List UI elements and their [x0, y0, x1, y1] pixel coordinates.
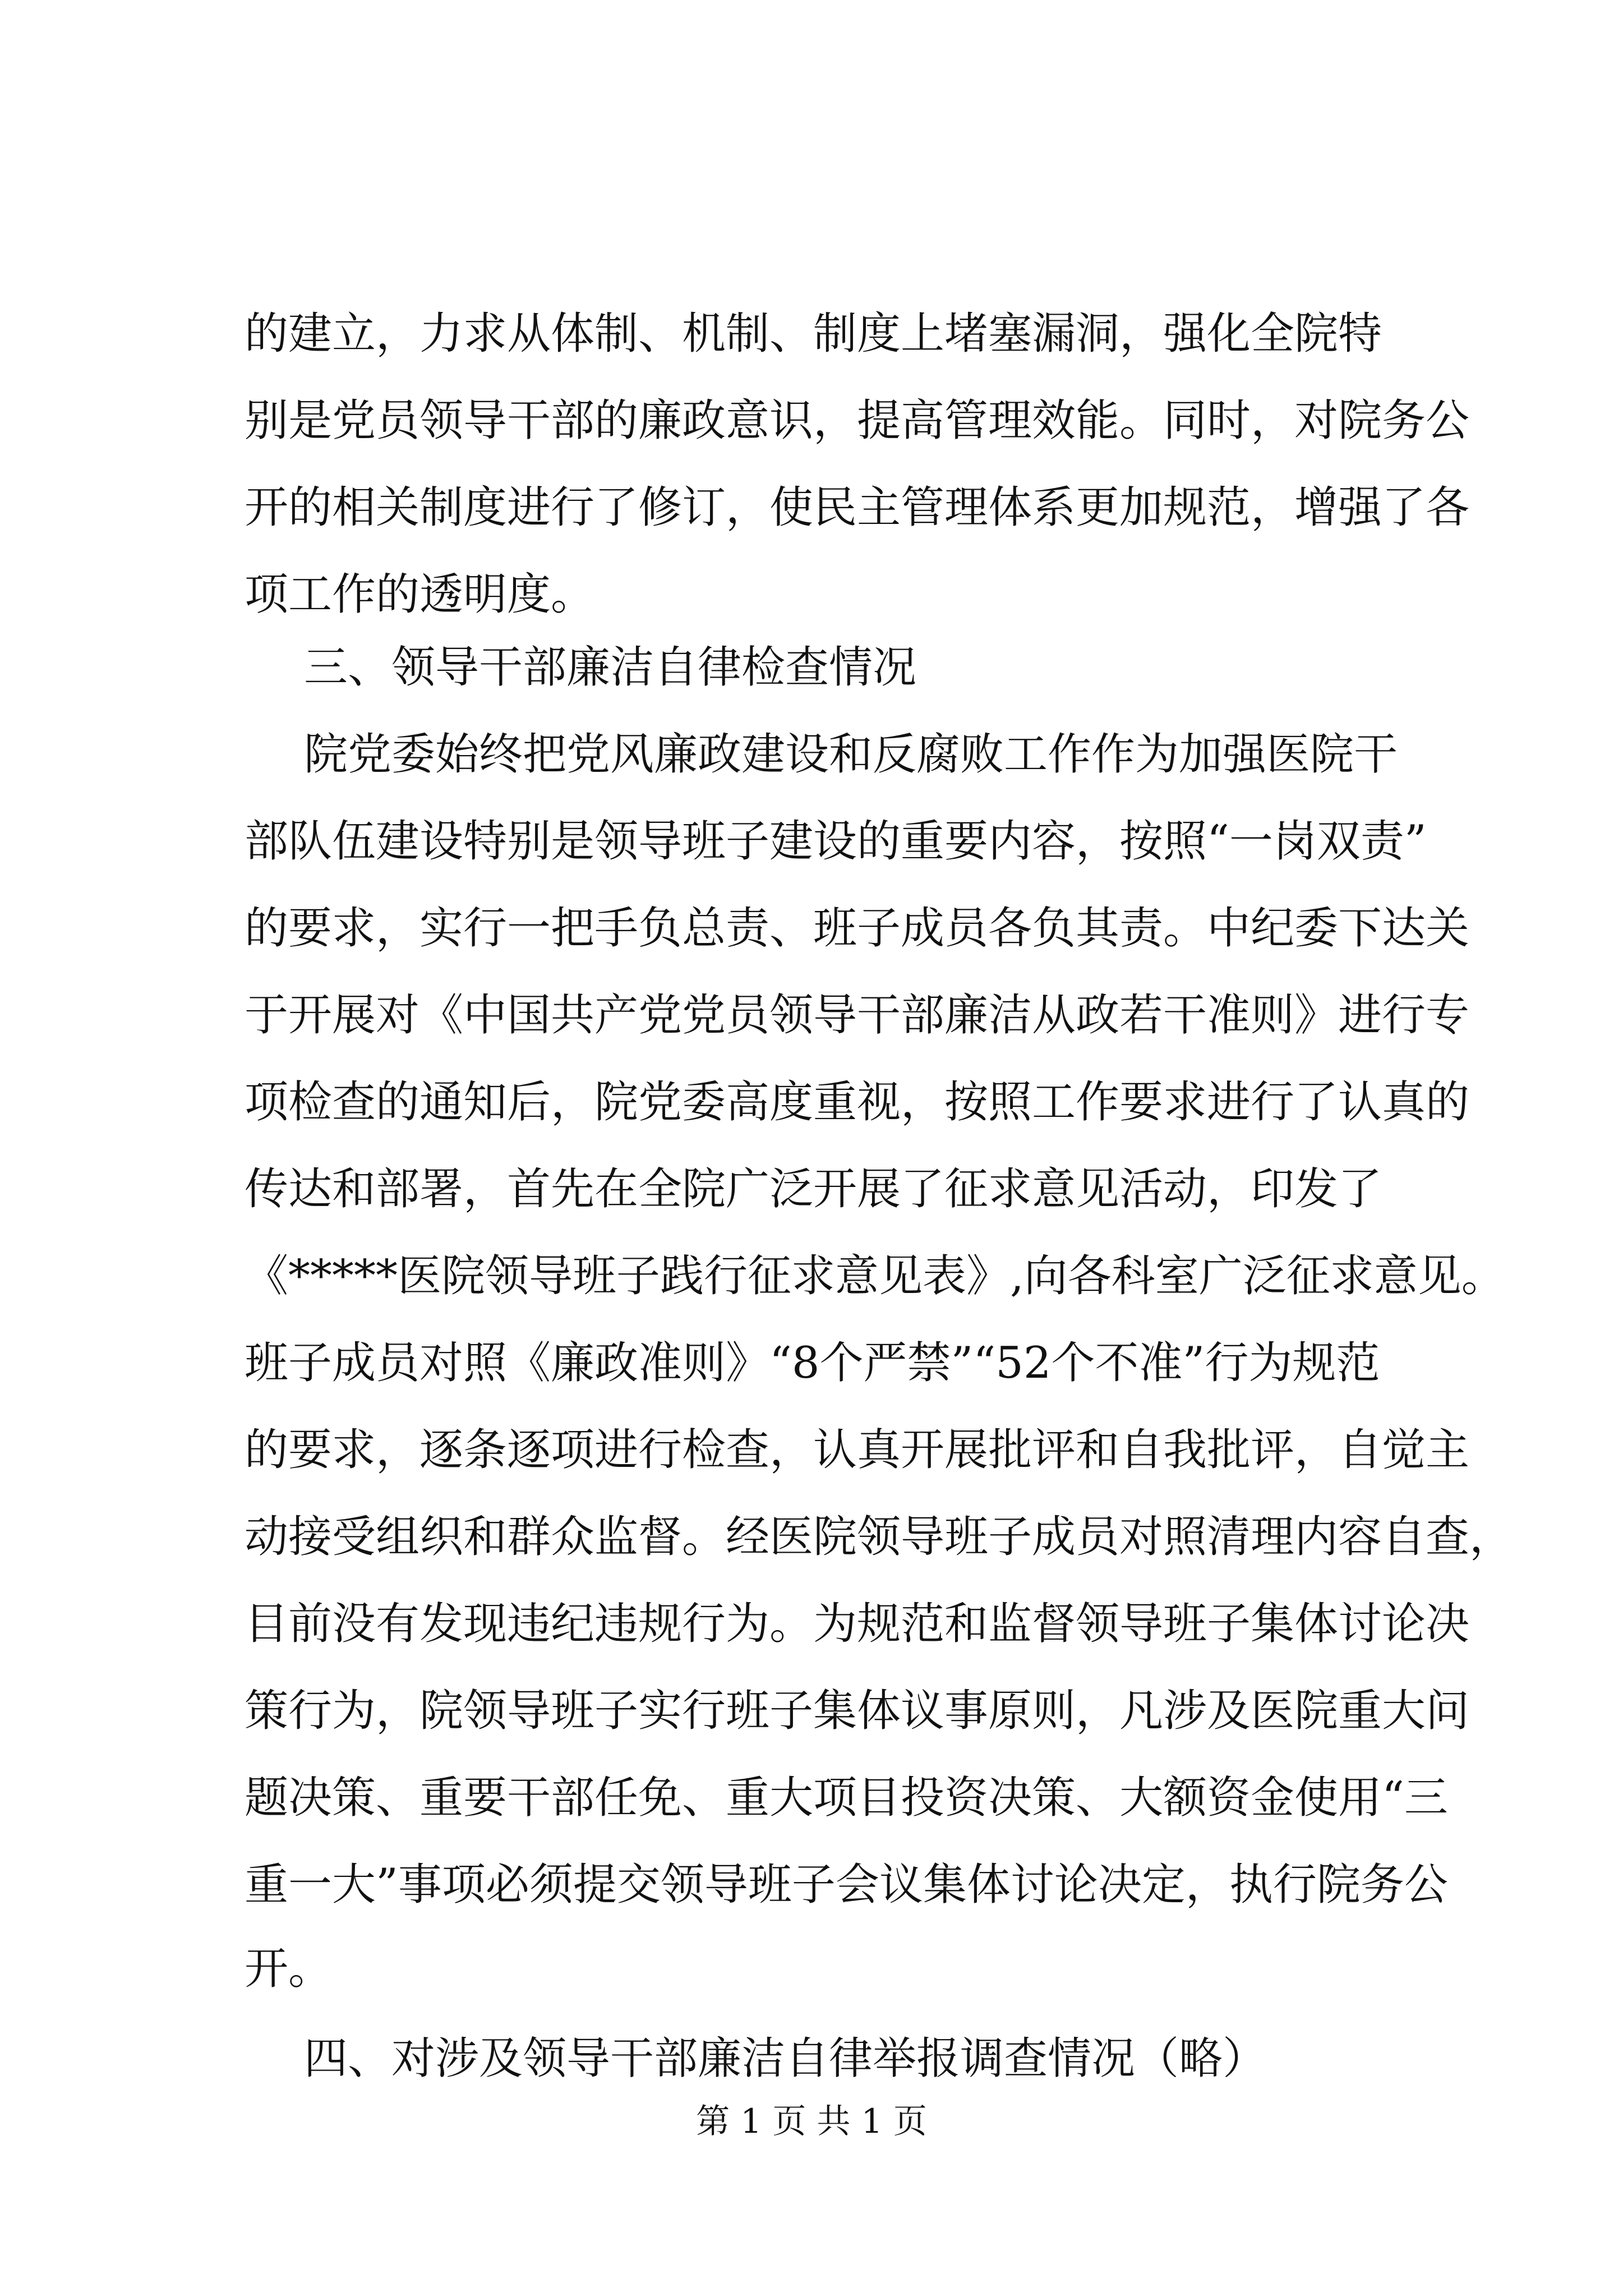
page-footer: 第 1 页 共 1 页: [696, 2102, 927, 2141]
document-page: 的建立，力求从体制、机制、制度上堵塞漏洞，强化全院特 别是党员领导干部的廉政意识，提高管理效能。同时，对院务公 开的相关制度进行了修订，使民主管理体系更加规范，增强了各 项工作的透明度。 三、领导干部廉洁自律检查情况 院党委始终把党风廉政建设和反腐败工作作为加强医院干 部队伍建设特别是领导班子建设的重要内容，按照“一岗双责” 的要求，实行一把手负总责、班子成员各负其责。中纪委下达关 于开展对《中国共产党党员领导干部廉洁从政若干准则》进行专 项检查的通知后，院党委高度重视，按照工作要求进行了认真的 传达和部署，首先在全院广泛开展了征求意见活动，印发了 《*****医院领导班子践行征求意见表》,向各科室广泛征求意见。 班子成员对照《廉政准则》“8个严禁”“52个不准”行为规范 的要求，逐条逐项进行检查，认真开展批评和自我批评，自觉主 动接受组织和群众监督。经医院领导班子成员对照清理内容自查， 目前没有发现违纪违规行为。为规范和监督领导班子集体讨论决 策行为，院领导班子实行班子集体议事原则，凡涉及医院重大问 题决策、重要干部任免、重大项目投资决策、大额资金使用“三 重一大”事项必须提交领导班子会议集体讨论决定，执行院务公 开。 四、对涉及领导干部廉洁自律举报调查情况（略） 第 1 页 共 1 页: [0, 0, 1623, 2296]
